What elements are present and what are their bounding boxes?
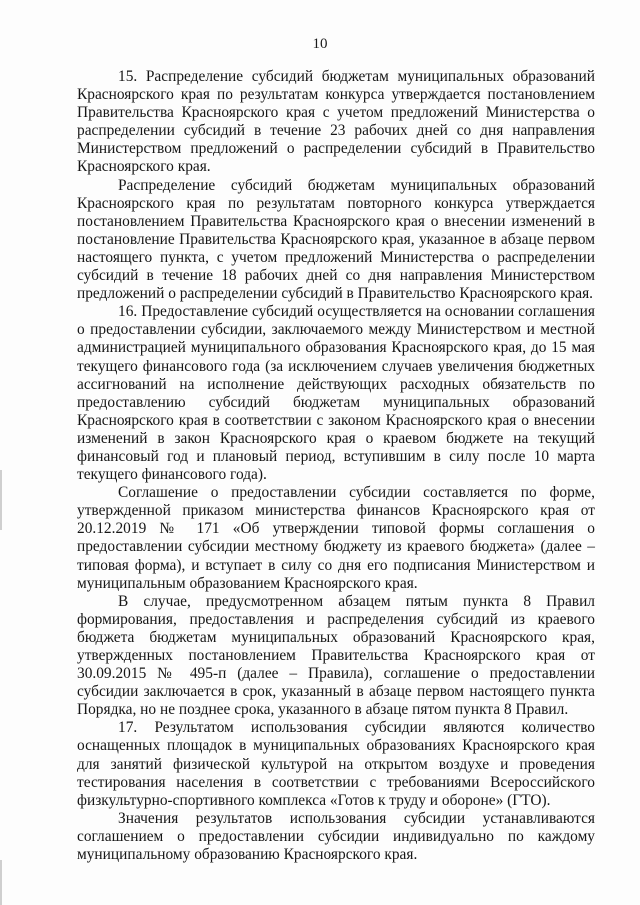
document-body bbox=[77, 68, 595, 864]
paragraph-16-agreement-basis: 16. Предоставление субсидий осуществляется на основании соглашения о предоставлении субсидии, заключаемого между Министерством и местной администрацией муниципального образования Красноярского края, до 15 мая текущего финансового года (за исключением случаев увеличения бюджетных ассигнований на исполнение действующих расходных обязательств по предоставлению субсидий бюджетам муниципальных образований Красноярского края в соответствии с законом Красноярского края о внесении изменений в закон Красноярского края о краевом бюджете на текущий финансовый год и плановый период, вступившим в силу после 10 марта текущего финансового года). bbox=[77, 303, 595, 484]
scan-edge-mark bbox=[0, 470, 2, 530]
paragraph-agreement-form: Соглашение о предоставлении субсидии составляется по форме, утвержденной приказом министерства финансов Красноярского края от 20.12.2019 № 171 «Об утверждении типовой формы соглашения о предоставлении субсидии местному бюджету из краевого бюджета» (далее – типовая форма), и вступает в силу со дня его подписания Министерством и муниципальным образованием Красноярского края. bbox=[77, 484, 595, 592]
paragraph-result-values: Значения результатов использования субсидии устанавливаются соглашением о предоставлении субсидии индивидуально по каждому муниципальному образованию Красноярского края. bbox=[77, 809, 595, 864]
paragraph-15-distribution: 15. Распределение субсидий бюджетам муниципальных образований Красноярского края по результатам конкурса утверждается постановлением Правительства Красноярского края с учетом предложений Министерства о распределении субсидий в течение 23 рабочих дней со дня направления Министерством предложений о распределении субсидий в Правительство Красноярского края. bbox=[77, 68, 595, 176]
page-number: 10 bbox=[312, 36, 328, 52]
paragraph-case-rules: В случае, предусмотренном абзацем пятым пункта 8 Правил формирования, предоставления и распределения субсидий из краевого бюджета бюджетам муниципальных образований Красноярского края, утвержденных постановлением Правительства Красноярского края от 30.09.2015 № 495-п (далее – Правила), соглашение о предоставлении субсидии заключается в срок, указанный в абзаце первом настоящего пункта Порядка, но не позднее срока, указанного в абзаце пятом пункта 8 Правил. bbox=[77, 592, 595, 719]
paragraph-17-result: 17. Результатом использования субсидии являются количество оснащенных площадок в муниципальных образованиях Красноярского края для занятий физической культурой на открытом воздухе и проведения тестирования населения в соответствии с требованиями Всероссийского физкультурно-спортивного комплекса «Готов к труду и обороне» (ГТО). bbox=[77, 719, 595, 809]
scan-edge-mark bbox=[0, 860, 2, 905]
paragraph-repeat-contest: Распределение субсидий бюджетам муниципальных образований Красноярского края по результатам повторного конкурса утверждается постановлением Правительства Красноярского края о внесении изменений в постановление Правительства Красноярского края, указанное в абзаце первом настоящего пункта, с учетом предложений Министерства о распределении субсидий в течение 18 рабочих дней со дня направления Министерством предложений о распределении субсидий в Правительство Красноярского края. bbox=[77, 176, 595, 303]
